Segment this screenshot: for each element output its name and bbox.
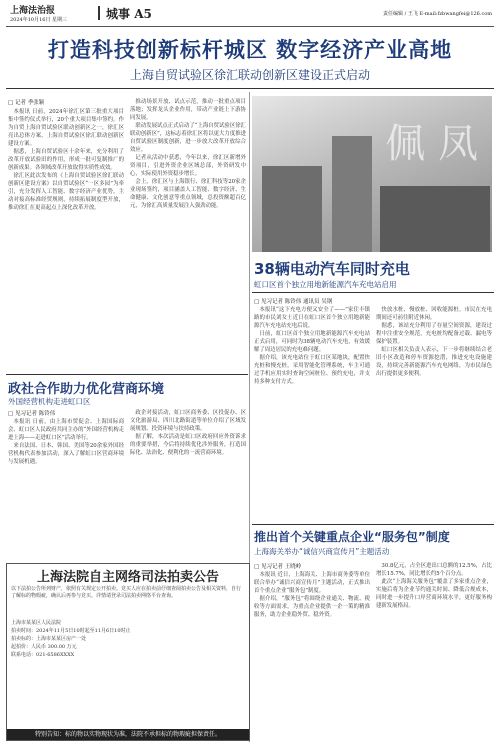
- paragraph: 本报讯 日前，2024年徐汇区第三批重大项目集中签约仪式举行，20个重大项目集中签约。作为自贸上海自贸试验区联动创新区之一，徐汇区亮出总体方案、上海自贸试验区徐汇联动创新区建设方案。: [8, 109, 124, 147]
- foreign-title: 政社合作助力优化营商环境: [8, 382, 165, 397]
- notice-entry: 拍卖标的：上海市某某区房产一处: [11, 636, 87, 642]
- paragraph: 徐汇区此次发布的《上海自贸试验区徐汇联动创新区建设方案》以自贸试验区“一区多园”为牵引，充分发挥人工智能、数字经济产业优势，主动对接高标准经贸规则，持续拓展制度型开放，推动徐汇在更高起点上深化改革开放。: [8, 173, 124, 211]
- lead-headline: 打造科技创新标杆城区 数字经济产业高地: [47, 38, 453, 62]
- paragraph: 据悉，上海自贸试验区十余年来，充分利用了改革开放试验田的作用，形成一批可复制推广的创新成果。各领域改革开放取得实质性成效。: [8, 149, 124, 171]
- foreign-byline: □ 见习记者 陈铃伟: [8, 411, 56, 417]
- service-column-2: [376, 562, 492, 747]
- paragraph: 本报讯 近日，上海海关、上海市商务委等单位联合举办“诚信兴商宣传月”主题活动，正式推出首个重点企业“服务包”制度。: [254, 572, 370, 594]
- paragraph: 本报讯“这下充电方便又安全了——”家住丰镇路的市民刘女士近日在虹口区首个独立用地新能源汽车充电站充电后说。: [254, 307, 370, 329]
- lead-byline: □ 记者 季张颖: [8, 100, 45, 106]
- page-number: A5: [134, 7, 152, 21]
- paragraph: 据介绍，该充电站位于虹口区某地块，配置快充桩和慢充桩，采用智能化管理系统，车主可通过手机应用实时查询空闲桩位、预约充电，并支持多种支付方式。: [254, 355, 370, 385]
- page-header: [6, 2, 494, 27]
- notice-entry: 上海市某某区人民法院: [11, 620, 62, 626]
- paragraph: 据悉，该站充分利用了存量空间资源，建设过程中注重安全规范，充电桩均配备过载、漏电等保护装置。: [376, 323, 492, 345]
- paragraph: 推动场景开放、试点示范，推动一批重点项目落地；发挥龙头企业作用，带动产业链上下游协同发展。: [130, 99, 246, 121]
- service-sub: 上海海关举办“诚信兴商宣传月”主题活动: [254, 547, 390, 556]
- watermark-text: 佩 凤: [385, 121, 478, 167]
- paragraph: 记者从活动中获悉，今年以来，徐汇区新增外资项目，引进外资企业区域总部，外资研发中心，实际使用外资稳步增长。: [130, 155, 246, 177]
- foreign-column-1: [8, 418, 124, 556]
- divider: [6, 88, 494, 89]
- photo-caption-title: 38辆电动汽车同时充电: [254, 260, 410, 278]
- lead-subhead: 上海自贸试验区徐汇联动创新区建设正式启动: [129, 68, 370, 82]
- divider: [252, 292, 494, 293]
- notice-text: 以下法拍公告所列财产，依照有关规定公开拍卖。竞买人应在拍卖前仔细查阅拍卖公告及相关资料，自行了解标的物瑕疵，确认后再参与竞买。详情请登录司法拍卖网络平台查询。: [11, 586, 242, 599]
- editor-info: 责任编辑 / 王飞 E-mail:fzbwangfei@126.com: [383, 11, 492, 17]
- news-photo: [252, 96, 492, 252]
- section-name: 城事 A5: [106, 7, 152, 21]
- car-byline: □ 见习记者 陈铃伟 通讯员 吴钢: [254, 299, 333, 305]
- car-column-1: [254, 306, 370, 520]
- lead-column-2: [130, 98, 246, 370]
- paragraph: 会上，徐汇区与上海银行、徐汇科技等20家企业现场签约，项目涵盖人工智能、数字经济、生命健康、文化创意等重点领域，总投资额超百亿元，为徐汇高质量发展注入强劲动能。: [130, 179, 246, 209]
- notice-entry: 拍卖时间：2024年11月5日10时起至11月6日10时止: [11, 628, 131, 634]
- service-byline: □ 见习记者 王晓岭: [254, 564, 302, 570]
- paragraph: 来自法国、日本、韩国、美国等20余家外国经营机构代表参加活动，深入了解虹口区营商环境与发展机遇。: [8, 443, 124, 465]
- auction-notice: [6, 563, 250, 741]
- paragraph: 30.8亿元，占全区进出口总额的12.5%，占比增长15.7%，同比增长约5个百分点。: [376, 563, 492, 577]
- notice-banner: 特别告知：标的物以实物现状为准，法院不承担标的物瑕疵担保责任。: [7, 729, 249, 740]
- service-column-1: [254, 571, 370, 747]
- paper-name: 上海法治报: [10, 6, 56, 16]
- divider: [252, 524, 494, 525]
- foreign-sub: 外国经营机构走进虹口区: [8, 397, 91, 406]
- header-divider: [98, 6, 100, 20]
- car-column-2: [376, 306, 492, 520]
- paragraph: 联动发展试点正式启动了“上海自贸试验区徐汇联动创新区”，这标志着徐汇区将以更大力度推进自贸试验区制度创新，进一步放大改革开放综合效应。: [130, 123, 246, 153]
- paragraph: 快放水桩、慢放桩、回收能源桩。市民在充电期间还可前往附近休闲。: [376, 307, 492, 321]
- paragraph: 本报讯 日前，由上海市贸促会、上海国际商会、虹口区人民政府共同主办的“外国经营机构走进上海——走进虹口区”活动举行。: [8, 419, 124, 441]
- notice-entry: 起拍价：人民币 300.00 万元: [11, 644, 77, 650]
- foreign-column-2: [130, 409, 246, 556]
- paragraph: 据介绍，“服务包”将围绕企业通关、物流、税收等方面需求，为重点企业提供一企一策的精准服务，助力企业稳外贸、稳外资。: [254, 596, 370, 618]
- issue-date: 2024年10月16日 星期三: [10, 17, 68, 23]
- paragraph: 据了解，本次活动是虹口区政府回应外资诉求的重要举措，今后将持续优化涉外服务，打造国际化、法治化、便利化的一流营商环境。: [130, 434, 246, 456]
- paragraph: 日前，虹口区首个独立用地新能源汽车充电站正式启用，可同时为38辆电动汽车充电，有效缓解了周边居民的充电难问题。: [254, 331, 370, 353]
- lead-column-1: [8, 108, 124, 370]
- divider: [6, 374, 248, 375]
- paragraph: 此次“上海海关服务包”覆盖了多家重点企业，实施后将为企业节约通关时间、降低合规成本，同时进一步提升口岸营商环境水平，更好服务构建新发展格局。: [376, 579, 492, 609]
- notice-title: 上海法院自主网络司法拍卖公告: [36, 570, 219, 585]
- notice-entry: 联系电话：021-6586XXXX: [11, 652, 75, 658]
- service-title: 推出首个关键重点企业“服务包”制度: [254, 530, 450, 544]
- photo-caption-sub: 虹口区首个独立用地新能源汽车充电站启用: [254, 280, 397, 289]
- paragraph: 政企对接活动，虹口区商务委、区投促办、区文化旅游局、四川北路街道等单位介绍了区域发展规划、投资环境与扶持政策。: [130, 410, 246, 432]
- paragraph: 虹口区相关负责人表示，下一步将继续结合老旧小区改造和停车资源挖潜，推进充电设施建设，持续完善新能源汽车充电网络，为市民绿色出行提供更多便利。: [376, 347, 492, 377]
